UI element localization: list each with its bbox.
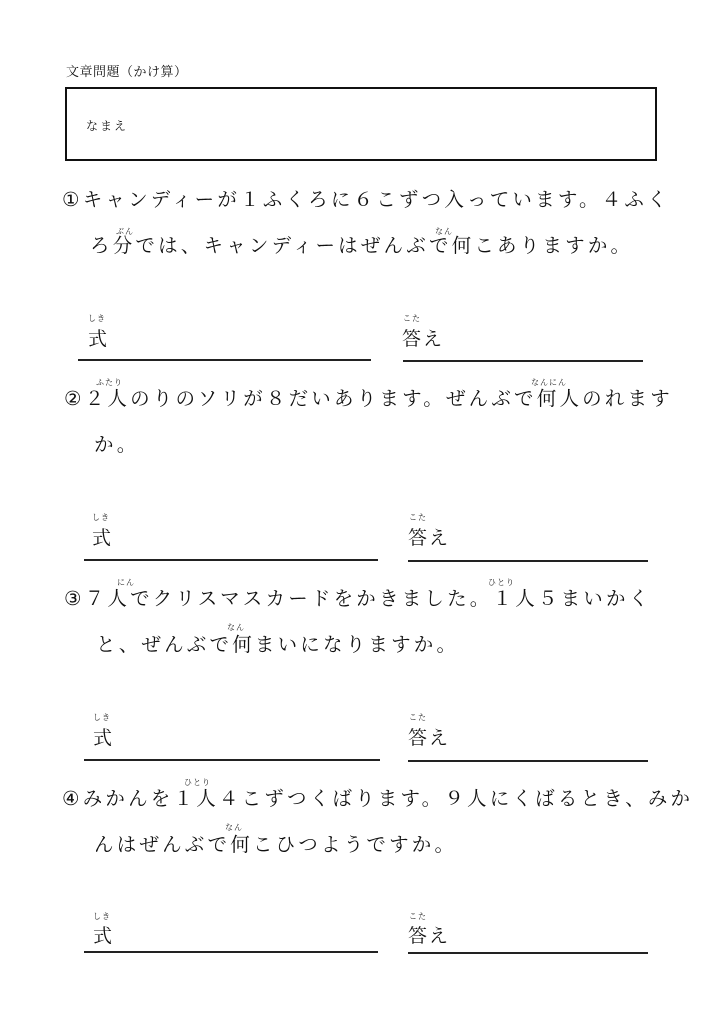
question-text-line2: ろ分では、キャンディーはぜんぶで何こありますか。 xyxy=(90,234,634,257)
question-text-line1: みかんを１人４こずつくばります。９人にくばるとき、みか xyxy=(82,787,694,810)
answer-label: 答え xyxy=(402,328,445,350)
formula-reading: しき xyxy=(93,912,111,921)
name-label: なまえ xyxy=(86,119,129,133)
question-text-line2: んはぜんぶで何こひつようですか。 xyxy=(94,833,458,856)
question-text-line1: キャンディーが１ふくろに６こずつ入っています。４ふく xyxy=(82,188,670,211)
formula-label: 式 xyxy=(92,527,114,549)
answer-line[interactable] xyxy=(403,360,643,362)
answer-label: 答え xyxy=(408,925,451,947)
formula-answer-line[interactable] xyxy=(78,359,371,361)
answer-reading: こた xyxy=(409,513,427,522)
question-text-line2: と、ぜんぶで何まいになりますか。 xyxy=(96,633,460,656)
answer-line[interactable] xyxy=(408,952,648,954)
formula-reading: しき xyxy=(92,513,110,522)
formula-label: 式 xyxy=(93,925,115,947)
answer-reading: こた xyxy=(403,314,421,323)
question-text-line2: か。 xyxy=(94,433,140,456)
question-number: ③ xyxy=(64,587,85,610)
answer-reading: こた xyxy=(409,713,427,722)
ruby-futari: ふたり xyxy=(96,378,123,387)
question-number: ① xyxy=(62,188,83,211)
formula-label: 式 xyxy=(93,727,115,749)
formula-answer-line[interactable] xyxy=(84,559,378,561)
question-text-line1: ７人でクリスマスカードをかきました。１人５まいかく xyxy=(84,587,652,610)
formula-reading: しき xyxy=(93,713,111,722)
question-number: ④ xyxy=(62,787,83,810)
formula-answer-line[interactable] xyxy=(84,951,378,953)
answer-line[interactable] xyxy=(408,560,648,562)
ruby-nan: なん xyxy=(227,623,245,632)
formula-reading: しき xyxy=(88,314,106,323)
answer-label: 答え xyxy=(408,727,451,749)
formula-answer-line[interactable] xyxy=(84,759,380,761)
ruby-hitori: ひとり xyxy=(488,578,515,587)
ruby-nin: にん xyxy=(117,578,135,587)
worksheet-title: 文章問題（かけ算） xyxy=(66,65,188,80)
question-text-line1: ２人のりのソリが８だいあります。ぜんぶで何人のれます xyxy=(84,387,673,410)
ruby-nan: なん xyxy=(435,227,453,236)
formula-label: 式 xyxy=(88,328,110,350)
answer-label: 答え xyxy=(408,527,451,549)
ruby-bun: ぶん xyxy=(116,227,134,236)
ruby-nannin: なんにん xyxy=(531,378,567,387)
ruby-hitori: ひとり xyxy=(184,778,211,787)
ruby-nan: なん xyxy=(225,823,243,832)
answer-reading: こた xyxy=(409,912,427,921)
answer-line[interactable] xyxy=(408,760,648,762)
name-box[interactable] xyxy=(65,87,657,161)
question-number: ② xyxy=(64,387,85,410)
